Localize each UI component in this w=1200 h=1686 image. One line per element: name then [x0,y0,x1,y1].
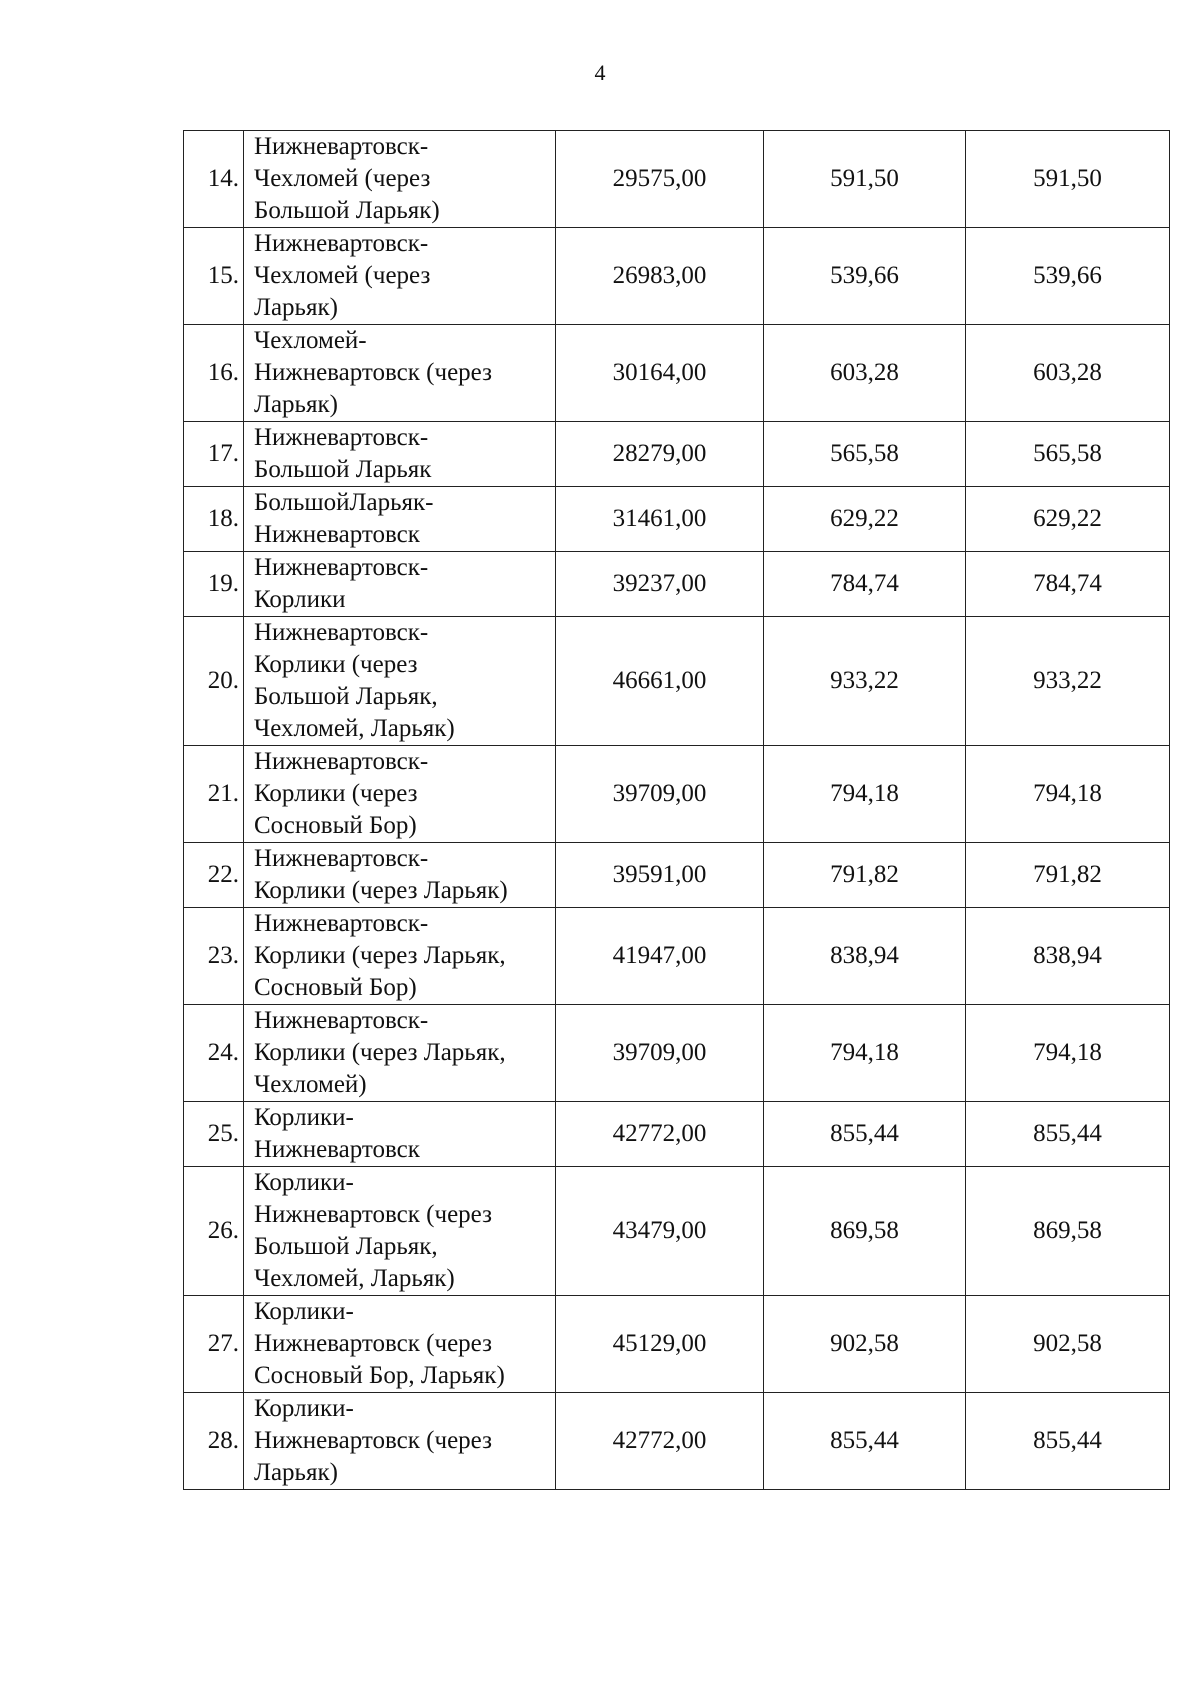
rate-cell-1: 603,28 [764,325,966,422]
route-line: Нижневартовск- [254,554,429,581]
route-cell [244,487,556,552]
total-cost-cell: 41947,00 [556,908,764,1005]
route-line: БольшойЛарьяк- [254,489,434,516]
row-number: 15. [184,228,244,325]
route-line: Нижневартовск (через [254,359,492,386]
rate-cell-2: 838,94 [966,908,1170,1005]
route-line: Нижневартовск- [254,845,429,872]
route-cell [244,1393,556,1490]
table-row [184,1296,1170,1393]
route-line: Корлики- [254,1169,354,1196]
rate-cell-2: 855,44 [966,1102,1170,1167]
rate-cell-1: 838,94 [764,908,966,1005]
route-cell [244,422,556,487]
route-cell [244,617,556,746]
total-cost-cell: 39709,00 [556,1005,764,1102]
rate-cell-1: 933,22 [764,617,966,746]
rate-cell-1: 902,58 [764,1296,966,1393]
table-row [184,552,1170,617]
table-row [184,1393,1170,1490]
route-line: Большой Ларьяк [254,456,432,483]
route-line: Нижневартовск [254,521,420,548]
table-row [184,908,1170,1005]
route-line: Нижневартовск- [254,619,429,646]
rate-cell-1: 869,58 [764,1167,966,1296]
rate-cell-2: 933,22 [966,617,1170,746]
rate-cell-2: 565,58 [966,422,1170,487]
total-cost-cell: 26983,00 [556,228,764,325]
route-line: Нижневартовск (через [254,1330,492,1357]
route-line: Корлики (через [254,780,418,807]
route-line: Сосновый Бор, Ларьяк) [254,1362,505,1389]
route-line: Сосновый Бор) [254,974,417,1001]
tariff-table [183,130,1170,1490]
row-number: 26. [184,1167,244,1296]
rate-cell-1: 629,22 [764,487,966,552]
table-row [184,843,1170,908]
total-cost-cell: 28279,00 [556,422,764,487]
route-line: Нижневартовск- [254,424,429,451]
route-line: Нижневартовск- [254,1007,429,1034]
route-line: Ларьяк) [254,294,338,321]
route-line: Корлики (через Ларьяк, [254,942,506,969]
row-number: 18. [184,487,244,552]
route-line: Нижневартовск (через [254,1201,492,1228]
row-number: 27. [184,1296,244,1393]
route-line: Большой Ларьяк) [254,197,440,224]
route-cell [244,843,556,908]
table-row [184,1005,1170,1102]
rate-cell-2: 603,28 [966,325,1170,422]
rate-cell-2: 855,44 [966,1393,1170,1490]
rate-cell-2: 784,74 [966,552,1170,617]
route-line: Корлики- [254,1395,354,1422]
rate-cell-2: 869,58 [966,1167,1170,1296]
route-line: Чехломей- [254,327,367,354]
total-cost-cell: 39591,00 [556,843,764,908]
table-row [184,617,1170,746]
total-cost-cell: 46661,00 [556,617,764,746]
rate-cell-1: 794,18 [764,1005,966,1102]
route-cell [244,1167,556,1296]
route-cell [244,552,556,617]
total-cost-cell: 43479,00 [556,1167,764,1296]
table-row [184,131,1170,228]
rate-cell-1: 591,50 [764,131,966,228]
rate-cell-2: 539,66 [966,228,1170,325]
route-line: Корлики (через [254,651,418,678]
route-cell [244,908,556,1005]
route-line: Нижневартовск (через [254,1427,492,1454]
row-number: 22. [184,843,244,908]
row-number: 28. [184,1393,244,1490]
rate-cell-2: 794,18 [966,746,1170,843]
route-line: Корлики- [254,1298,354,1325]
tariff-table-body [184,131,1170,1490]
rate-cell-1: 565,58 [764,422,966,487]
route-line: Нижневартовск- [254,230,429,257]
total-cost-cell: 39709,00 [556,746,764,843]
row-number: 17. [184,422,244,487]
table-row [184,1167,1170,1296]
total-cost-cell: 42772,00 [556,1393,764,1490]
rate-cell-1: 791,82 [764,843,966,908]
row-number: 21. [184,746,244,843]
rate-cell-2: 591,50 [966,131,1170,228]
table-row [184,1102,1170,1167]
route-line: Чехломей) [254,1071,367,1098]
row-number: 23. [184,908,244,1005]
route-line: Корлики [254,586,346,613]
route-line: Большой Ларьяк, [254,1233,438,1260]
rate-cell-2: 794,18 [966,1005,1170,1102]
route-cell [244,1102,556,1167]
route-line: Корлики (через Ларьяк, [254,1039,506,1066]
route-line: Чехломей (через [254,262,431,289]
rate-cell-1: 784,74 [764,552,966,617]
route-cell [244,131,556,228]
route-cell [244,1005,556,1102]
route-line: Чехломей, Ларьяк) [254,715,455,742]
route-line: Ларьяк) [254,391,338,418]
rate-cell-2: 791,82 [966,843,1170,908]
table-row [184,325,1170,422]
row-number: 20. [184,617,244,746]
table-row [184,422,1170,487]
total-cost-cell: 39237,00 [556,552,764,617]
route-cell [244,1296,556,1393]
row-number: 19. [184,552,244,617]
total-cost-cell: 30164,00 [556,325,764,422]
row-number: 24. [184,1005,244,1102]
route-line: Большой Ларьяк, [254,683,438,710]
route-line: Нижневартовск- [254,133,429,160]
route-line: Чехломей, Ларьяк) [254,1265,455,1292]
route-line: Ларьяк) [254,1459,338,1486]
route-line: Нижневартовск [254,1136,420,1163]
total-cost-cell: 29575,00 [556,131,764,228]
route-line: Нижневартовск- [254,910,429,937]
rate-cell-1: 794,18 [764,746,966,843]
rate-cell-2: 902,58 [966,1296,1170,1393]
table-row [184,746,1170,843]
total-cost-cell: 42772,00 [556,1102,764,1167]
rate-cell-1: 539,66 [764,228,966,325]
page-number: 4 [594,60,606,85]
total-cost-cell: 45129,00 [556,1296,764,1393]
table-row [184,487,1170,552]
route-line: Сосновый Бор) [254,812,417,839]
total-cost-cell: 31461,00 [556,487,764,552]
row-number: 16. [184,325,244,422]
route-line: Нижневартовск- [254,748,429,775]
rate-cell-1: 855,44 [764,1102,966,1167]
row-number: 14. [184,131,244,228]
route-cell [244,228,556,325]
table-row [184,228,1170,325]
route-line: Корлики- [254,1104,354,1131]
route-line: Чехломей (через [254,165,431,192]
rate-cell-2: 629,22 [966,487,1170,552]
row-number: 25. [184,1102,244,1167]
route-cell [244,325,556,422]
route-line: Корлики (через Ларьяк) [254,877,508,904]
route-cell [244,746,556,843]
rate-cell-1: 855,44 [764,1393,966,1490]
